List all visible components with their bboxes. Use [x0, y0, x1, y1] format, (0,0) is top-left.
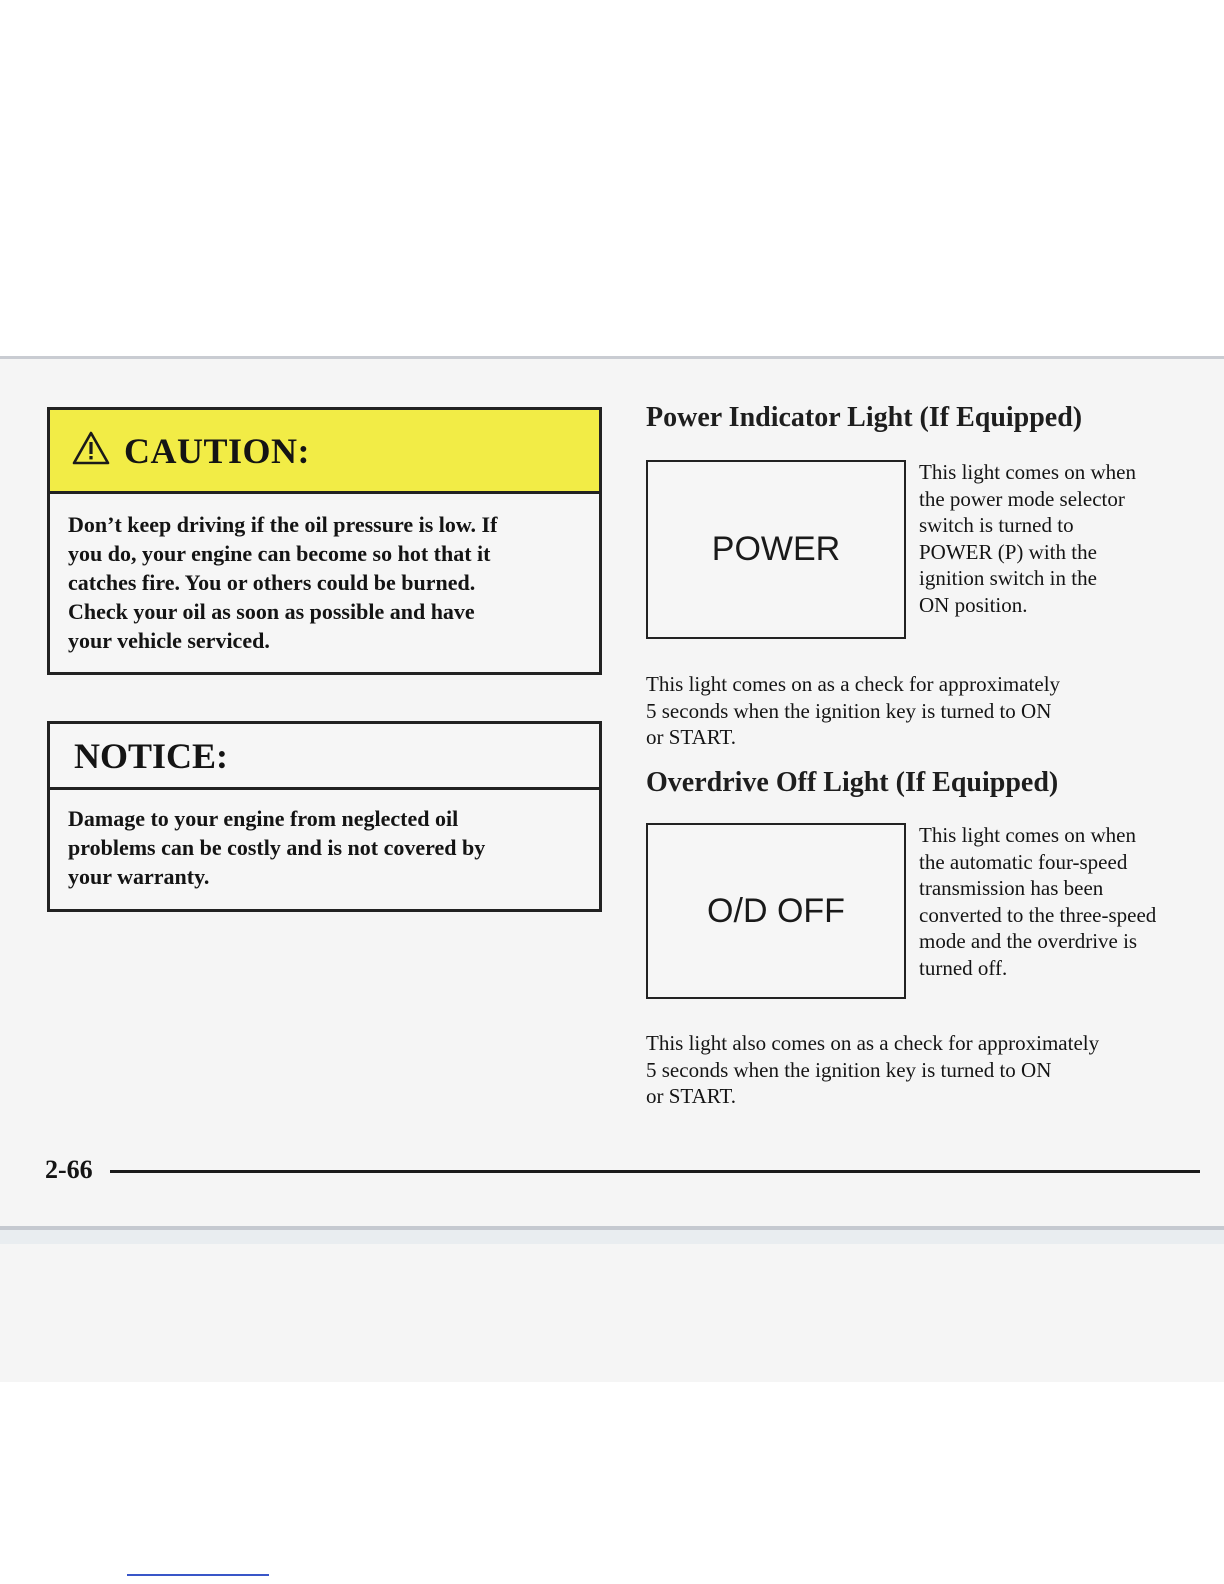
overdrive-indicator-label: O/D OFF [707, 891, 845, 930]
power-side-description [919, 459, 1136, 619]
overdrive-check-paragraph [646, 1030, 1099, 1110]
overdrive-side-line: This light comes on when [919, 823, 1136, 847]
power-side-line: switch is turned to [919, 513, 1074, 538]
notice-line: problems can be costly and is not covered by [68, 835, 486, 860]
notice-line: your warranty. [68, 864, 210, 889]
caution-text [50, 494, 599, 655]
overdrive-paragraph-line: This light also comes on as a check for approximately [646, 1031, 1100, 1055]
stray-blue-mark [127, 1574, 269, 1576]
caution-box [47, 407, 602, 675]
warning-triangle-icon [72, 431, 110, 470]
power-section-heading: Power Indicator Light (If Equipped) [646, 402, 1083, 433]
power-paragraph-line: 5 seconds when the ignition key is turned to ON [646, 698, 1052, 723]
power-indicator-light [646, 460, 906, 639]
notice-text [50, 790, 599, 891]
overdrive-off-indicator-light [646, 823, 906, 999]
power-indicator-label: POWER [711, 530, 841, 568]
caution-line: you do, your engine can become so hot that it [68, 541, 491, 566]
power-side-line: POWER (P) with the [919, 539, 1097, 564]
power-paragraph-line: This light comes on as a check for approximately [646, 672, 1061, 696]
notice-box [47, 721, 602, 912]
caution-title: CAUTION: [124, 430, 311, 471]
caution-line: Don’t keep driving if the oil pressure is low. If [68, 512, 498, 537]
caution-header [50, 410, 599, 494]
overdrive-side-line: converted to the three-speed [919, 902, 1157, 927]
overdrive-side-line: transmission has been [919, 876, 1104, 901]
footer-rule [110, 1170, 1200, 1173]
caution-line: catches fire. You or others could be burned. [68, 570, 476, 595]
overdrive-side-line: turned off. [919, 955, 1008, 980]
bottom-page-shadow [0, 1230, 1224, 1244]
notice-line: Damage to your engine from neglected oil [68, 806, 459, 831]
power-check-paragraph [646, 671, 1060, 751]
overdrive-section-heading: Overdrive Off Light (If Equipped) [646, 767, 1059, 798]
page-number: 2-66 [45, 1155, 93, 1184]
overdrive-side-description [919, 822, 1156, 982]
power-side-line: This light comes on when [919, 460, 1136, 484]
overdrive-paragraph-line: 5 seconds when the ignition key is turned to ON [646, 1057, 1052, 1082]
overdrive-side-line: mode and the overdrive is [919, 929, 1138, 954]
overdrive-paragraph-line: or START. [646, 1084, 736, 1108]
notice-header [50, 724, 599, 790]
notice-title: NOTICE: [74, 735, 229, 776]
top-page-edge [0, 356, 1224, 359]
power-side-line: ignition switch in the [919, 566, 1097, 591]
overdrive-side-line: the automatic four-speed [919, 849, 1128, 874]
caution-line: Check your oil as soon as possible and have [68, 599, 475, 624]
power-side-line: ON position. [919, 592, 1028, 617]
power-paragraph-line: or START. [646, 725, 736, 749]
power-side-line: the power mode selector [919, 486, 1125, 511]
caution-line: your vehicle serviced. [68, 628, 270, 653]
